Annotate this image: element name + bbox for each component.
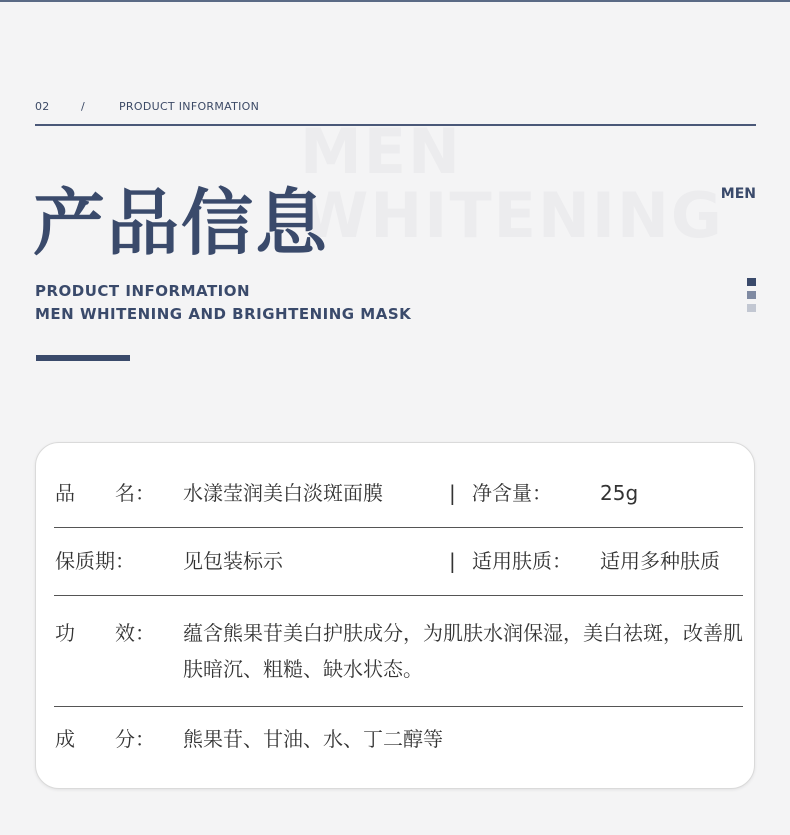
name-value: 水漾莹润美白淡斑面膜 (183, 481, 383, 505)
net-label: 净含量： (472, 481, 552, 505)
section-separator: / (81, 100, 86, 113)
section-header (35, 98, 756, 126)
effect-label: 功 效： (55, 621, 155, 645)
shelf-label: 保质期： (55, 549, 135, 573)
row-separator (54, 527, 743, 528)
dot-light (747, 304, 756, 312)
accent-bar (36, 355, 130, 361)
row-separator (54, 595, 743, 596)
info-card (35, 442, 755, 789)
decorative-dots (747, 278, 756, 317)
dot-medium (747, 291, 756, 299)
name-label: 品 名： (55, 481, 155, 505)
dot-dark (747, 278, 756, 286)
page-title: 产品信息 (33, 181, 330, 265)
ingredients-label: 成 分： (55, 727, 155, 751)
row-separator (54, 706, 743, 707)
skin-label: 适用肤质： (472, 549, 572, 573)
subtitle-line-1: PRODUCT INFORMATION (35, 282, 251, 300)
men-tag: MEN (720, 186, 756, 202)
shelf-value: 见包装标示 (183, 549, 283, 573)
ingredients-value: 熊果苷、甘油、水、丁二醇等 (183, 727, 443, 751)
subtitle-line-2: MEN WHITENING AND BRIGHTENING MASK (35, 305, 412, 323)
top-border (0, 0, 790, 2)
effect-value: 蕴含熊果苷美白护肤成分，为肌肤水润保湿，美白祛斑，改善肌肤暗沉、粗糙、缺水状态。 (183, 621, 743, 681)
section-label: PRODUCT INFORMATION (119, 100, 260, 113)
skin-value: 适用多种肤质 (600, 549, 720, 573)
background-watermark: MEN WHITENING (300, 115, 724, 252)
column-divider: | (449, 481, 456, 505)
net-value: 25g (600, 481, 639, 505)
section-number: 02 (35, 100, 50, 113)
column-divider: | (449, 549, 456, 573)
